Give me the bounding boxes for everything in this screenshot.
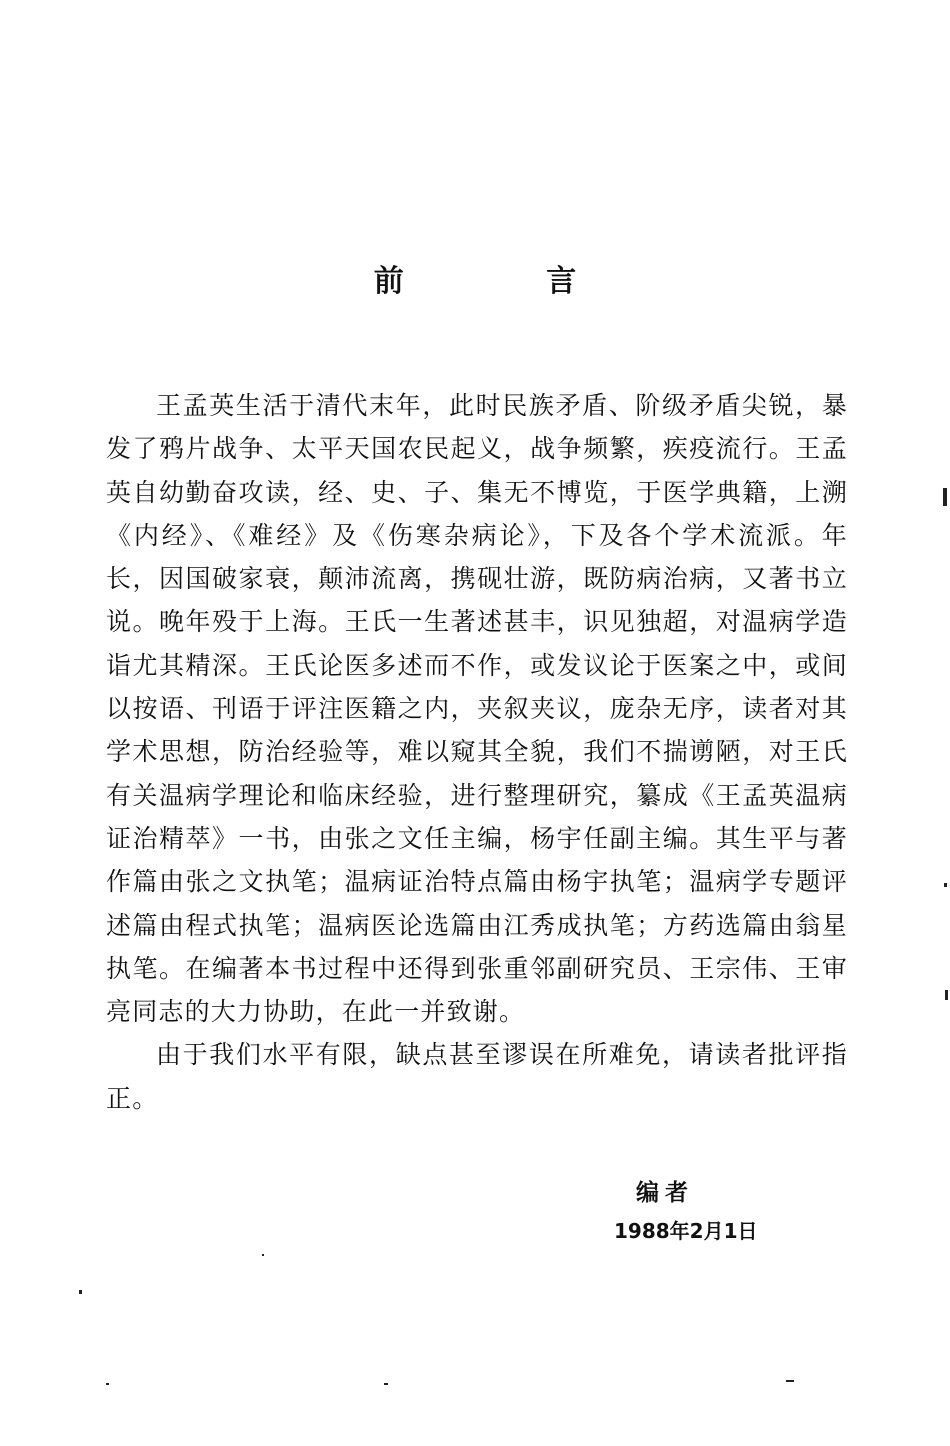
- scan-speck: [944, 883, 947, 887]
- preface-body: [106, 384, 848, 1120]
- scan-speck: [384, 1383, 388, 1385]
- scan-speck: [79, 1290, 82, 1294]
- scan-speck: [945, 990, 948, 1000]
- scan-speck: [106, 1383, 109, 1385]
- scan-speck: [786, 1380, 794, 1382]
- paragraph-2: 由于我们水平有限，缺点甚至谬误在所难免，请读者批评指正。: [106, 1040, 848, 1113]
- author-signature: 编者: [636, 1180, 694, 1206]
- scan-speck: [262, 1254, 264, 1256]
- page-title: 前 言: [373, 264, 643, 299]
- preface-date: 1988年2月1日: [614, 1219, 758, 1243]
- paragraph-1: 王孟英生活于清代末年，此时民族矛盾、阶级矛盾尖锐，暴发了鸦片战争、太平天国农民起义，战争频繁，疾疫流行。王孟英自幼勤奋攻读，经、史、子、集无不博览，于医学典籍，上溯《内经》、《难经》及《伤寒杂病论》，下及各个学术流派。年长，因国破家衰，颠沛流离，携砚壮游，既防病治病，又著书立说。晚年殁于上海。王氏一生著述甚丰，识见独超，对温病学造诣尤其精深。王氏论医多述而不作，或发议论于医案之中，或间以按语、刊语于评注医籍之内，夹叙夹议，庞杂无序，读者对其学术思想，防治经验等，难以窥其全貌，我们不揣谫陋，对王氏有关温病学理论和临床经验，进行整理研究，纂成《王孟英温病证治精萃》一书，由张之文任主编，杨宇任副主编。其生平与著作篇由张之文执笔；温病证治特点篇由杨宇执笔；温病学专题评述篇由程式执笔；温病医论选篇由江秀成执笔；方药选篇由翁星执笔。在编著本书过程中还得到张重邻副研究员、王宗伟、王审亮同志的大力协助，在此一并致谢。: [106, 391, 848, 1027]
- scan-speck: [943, 488, 947, 506]
